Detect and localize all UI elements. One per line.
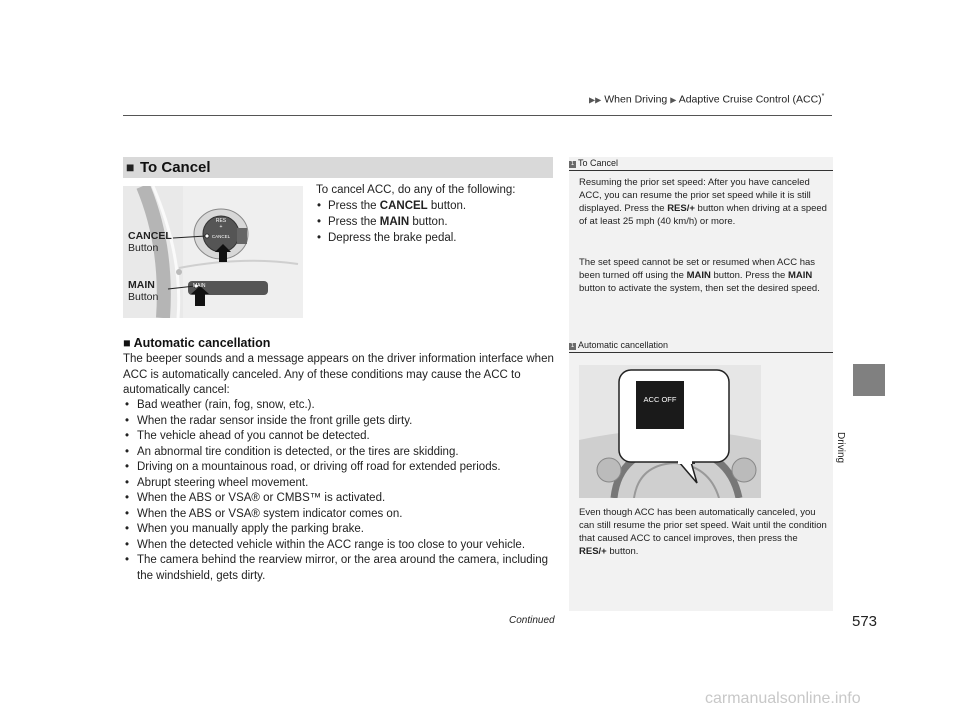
main-callout-sub: Button <box>128 291 159 303</box>
list-item: • Depress the brake pedal. <box>316 230 466 246</box>
note-cancel-paragraph-1: Resuming the prior set speed: After you have canceled ACC, you can resume the prior set speed while it is still displayed. Press the RES/+ button when driving at a speed of at least 25 mph (40 km/h) or more. <box>579 177 827 227</box>
header-divider <box>123 115 832 116</box>
auto-cancel-paragraph: The beeper sounds and a message appears on the driver information interface when ACC is automatically canceled. Any of these conditions may cause the ACC to automatically cancel: <box>123 353 554 396</box>
list-item: • When the radar sensor inside the front grille gets dirty. <box>123 414 563 430</box>
square-bullet-icon: ■ <box>123 336 131 350</box>
cancel-button-label: CANCEL <box>211 234 231 239</box>
note-title-to-cancel[interactable]: 1 To Cancel <box>570 158 619 168</box>
triangle-icon: ▶ <box>670 95 677 105</box>
page-number: 573 <box>852 613 878 630</box>
res-button-label: RES <box>215 218 227 224</box>
list-item: • When the detected vehicle within the ACC range is too close to your vehicle. <box>123 538 563 554</box>
asterisk-mark: * <box>821 93 825 100</box>
auto-cancel-conditions-list <box>123 398 563 584</box>
main-button-label: MAIN <box>193 283 206 289</box>
continued-label: Continued <box>509 615 555 626</box>
chapter-tab-marker <box>853 364 885 396</box>
cancel-button-callout <box>128 230 172 254</box>
main-button-callout <box>128 279 158 303</box>
note-auto-paragraph: Even though ACC has been automatically canceled, you can still resume the prior set speed. Wait until the condition that caused ACC to cancel improves, then press the RES/+ button. <box>579 507 827 557</box>
plus-button-label: + <box>219 224 223 230</box>
breadcrumb <box>589 93 824 106</box>
square-bullet-icon: ■ <box>126 159 135 175</box>
list-item: • The vehicle ahead of you cannot be detected. <box>123 429 563 445</box>
list-item: • Press the CANCEL button. <box>316 198 466 214</box>
subsection-title: ■ Automatic cancellation <box>123 336 271 350</box>
list-item: • When you manually apply the parking brake. <box>123 522 563 538</box>
section-heading-bar <box>123 157 553 178</box>
cancel-methods-list <box>316 198 466 246</box>
chapter-tab-label[interactable]: Driving <box>835 432 846 464</box>
list-item: • An abnormal tire condition is detected, or the tires are skidding. <box>123 445 563 461</box>
cancel-intro: To cancel ACC, do any of the following: <box>316 184 516 196</box>
section-title: To Cancel <box>140 159 211 176</box>
list-item: • When the ABS or VSA® or CMBS™ is activated. <box>123 491 563 507</box>
list-item: • When the ABS or VSA® system indicator comes on. <box>123 507 563 523</box>
triangle-icon: ▶▶ <box>589 95 602 105</box>
list-item: • Bad weather (rain, fog, snow, etc.). <box>123 398 563 414</box>
list-item: • The camera behind the rearview mirror, or the area around the camera, including the windshield, gets dirty. <box>123 553 563 584</box>
list-item: • Press the MAIN button. <box>316 214 466 230</box>
breadcrumb-item[interactable]: Adaptive Cruise Control (ACC) <box>678 93 822 106</box>
note-divider <box>569 170 833 171</box>
note-divider <box>569 352 833 353</box>
steering-button-illustration <box>123 186 303 318</box>
note-cancel-paragraph-2: The set speed cannot be set or resumed when ACC has been turned off using the MAIN button. Press the MAIN button to activate the system, then set the desired speed. <box>579 257 820 294</box>
list-item: • Abrupt steering wheel movement. <box>123 476 563 492</box>
watermark-text: carmanualsonline.info <box>705 690 861 707</box>
cancel-callout-sub: Button <box>128 242 159 254</box>
note-title-automatic-cancellation[interactable]: 1 Automatic cancellation <box>570 340 669 350</box>
breadcrumb-item[interactable]: When Driving <box>604 93 668 106</box>
note-reference-icon: 1 <box>570 161 575 167</box>
acc-off-display: ACC OFF <box>636 381 684 429</box>
note-reference-icon: 1 <box>570 343 575 349</box>
main-callout-text: MAIN <box>128 279 155 291</box>
list-item: • Driving on a mountainous road, or driving off road for extended periods. <box>123 460 563 476</box>
cancel-callout-text: CANCEL <box>128 230 172 242</box>
